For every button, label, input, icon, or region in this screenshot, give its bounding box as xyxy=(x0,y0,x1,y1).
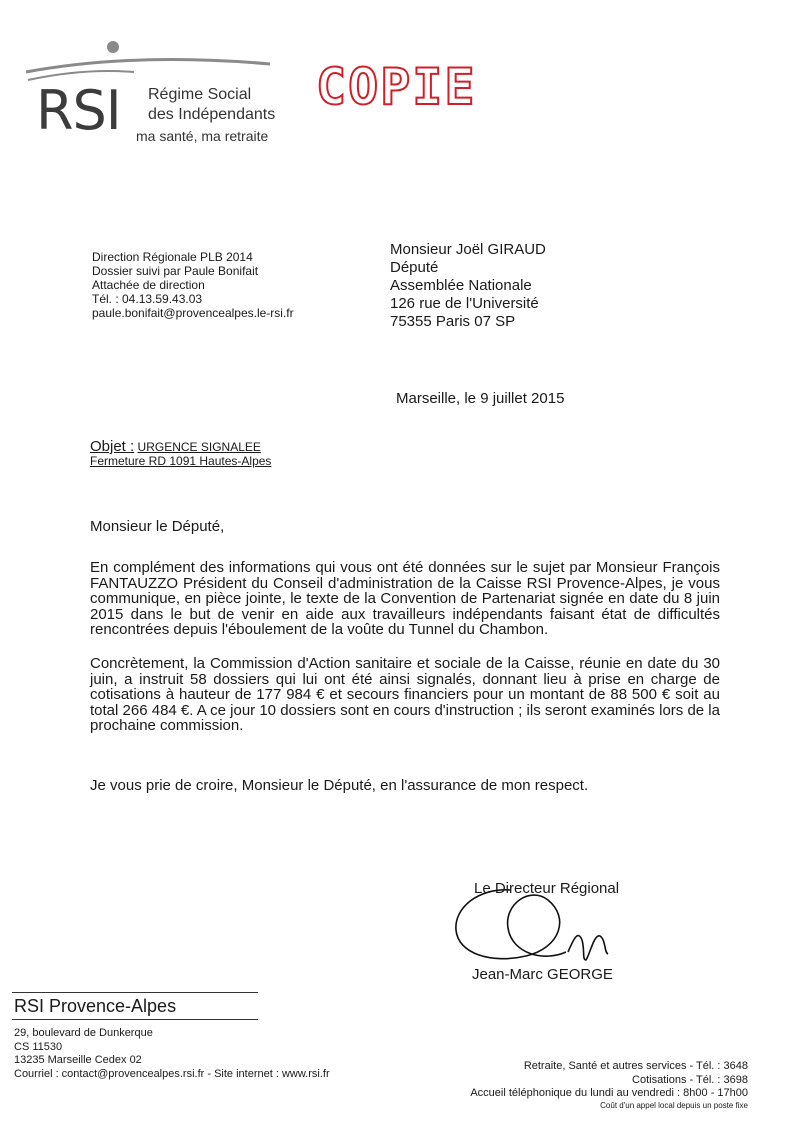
footer-cost-note: Coût d'un appel local depuis un poste fixe xyxy=(600,1100,748,1110)
sender-line: Tél. : 04.13.59.43.03 xyxy=(92,292,203,306)
paragraph-2: Concrètement, la Commission d'Action sanitaire et sociale de la Caisse, réunie en date du 30 juin, a instruit 58 dossiers qui lui ont été ainsi signalés, donnant lieu à prise en charge de cotisations à hauteur de 177 984 € et secours financiers pour un montant de 88 500 € soit au total 266 484 €. A ce jour 10 dossiers sont en cours d'instruction ; ils seront examinés lors de la prochaine commission. xyxy=(90,655,720,735)
logo-acronym: RSI xyxy=(36,79,121,142)
rsi-logo xyxy=(24,38,284,148)
sender-line: Dossier suivi par Paule Bonifait xyxy=(92,264,259,278)
sender-line: Attachée de direction xyxy=(92,278,205,292)
footer-phone-line: Retraite, Santé et autres services - Tél. : 3648 xyxy=(523,1060,748,1072)
recipient-line: 75355 Paris 07 SP xyxy=(390,313,516,330)
footer-phone-line: Accueil téléphonique du lundi au vendredi : 8h00 - 17h00 xyxy=(470,1087,748,1099)
salutation: Monsieur le Député, xyxy=(90,518,225,535)
footer-address-line: CS 11530 xyxy=(14,1040,63,1053)
subject-block xyxy=(90,440,271,468)
footer-address-line: 13235 Marseille Cedex 02 xyxy=(14,1054,142,1066)
footer-phone-info xyxy=(470,1060,748,1111)
subject-line2: Fermeture RD 1091 Hautes-Alpes xyxy=(90,454,272,468)
recipient-line: Assemblée Nationale xyxy=(390,277,532,294)
recipient-line: 126 rue de l'Université xyxy=(390,295,539,312)
paragraph-1: En complément des informations qui vous ont été données sur le sujet par Monsieur François FANTAUZZO Président du Conseil d'administration de la Caisse RSI Provence-Alpes, je vous communique, en pièce jointe, le texte de la Convention de Partenariat signée en date du 8 juin 2015 dans le but de venir en aide aux travailleurs indépendants faisant état de difficultés rencontrées depuis l'éboulement de la voûte du Tunnel du Chambon. xyxy=(90,559,720,639)
sender-email: paule.bonifait@provencealpes.le-rsi.fr xyxy=(92,306,294,320)
logo-line2: des Indépendants xyxy=(148,106,276,123)
stamp-text: COPIE xyxy=(316,58,477,116)
closing-paragraph: Je vous prie de croire, Monsieur le Député, en l'assurance de mon respect. xyxy=(90,777,589,794)
footer-address-line: 29, boulevard de Dunkerque xyxy=(14,1027,153,1039)
footer-org-name: RSI Provence-Alpes xyxy=(14,996,177,1016)
place-date: Marseille, le 9 juillet 2015 xyxy=(396,390,565,407)
signature-title: Le Directeur Régional xyxy=(474,880,620,897)
copie-stamp xyxy=(316,58,477,122)
footer-phone-line: Cotisations - Tél. : 3698 xyxy=(632,1073,748,1086)
sender-line: Direction Régionale PLB 2014 xyxy=(92,250,253,264)
signature-name: Jean-Marc GEORGE xyxy=(472,966,613,983)
logo-tagline: ma santé, ma retraite xyxy=(136,128,269,144)
footer-rule-top xyxy=(12,992,258,993)
logo-line1: Régime Social xyxy=(148,86,252,103)
sender-block xyxy=(92,250,294,320)
footer-contact-line: Courriel : contact@provencealpes.rsi.fr - Site internet : www.rsi.fr xyxy=(14,1067,330,1080)
subject-line1: URGENCE SIGNALEE xyxy=(137,440,261,454)
recipient-line: Député xyxy=(390,259,439,276)
subject-label: Objet : xyxy=(90,438,135,455)
recipient-block xyxy=(390,241,546,331)
footer-address xyxy=(14,1027,330,1081)
recipient-line: Monsieur Joël GIRAUD xyxy=(390,241,546,258)
footer-rule-bottom xyxy=(12,1019,258,1020)
